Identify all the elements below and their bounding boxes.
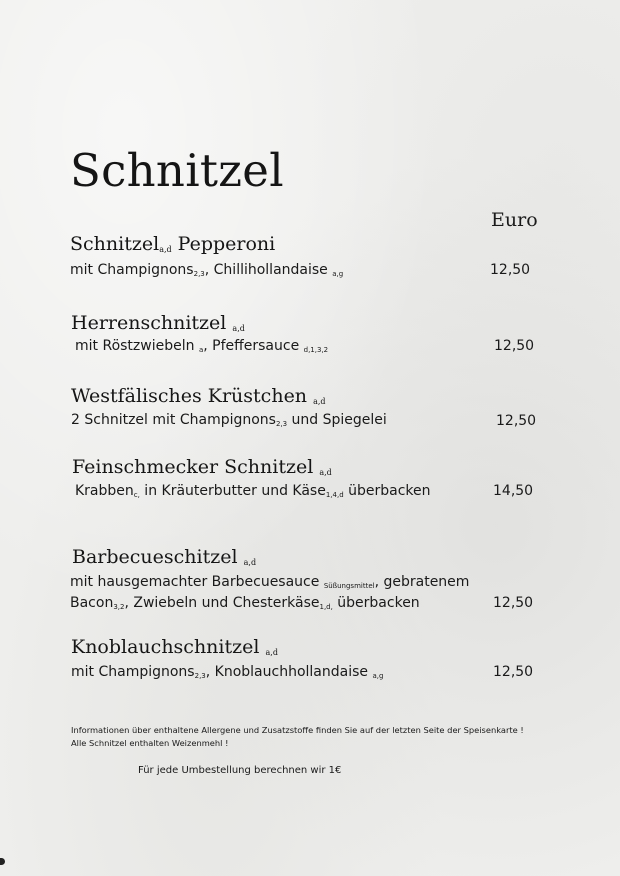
item-name: Barbecueschitzel $_{a,d}$	[72, 546, 257, 568]
item-price: 12,50	[493, 595, 534, 611]
item-description-line-2: Bacon$_{3,2}$, Zwiebeln und Chesterkäse$_{1,d,}$ überbacken	[70, 595, 420, 611]
item-description: mit hausgemachter Barbecuesauce $_{Süßungsmittel}$, gebratenem	[70, 574, 470, 590]
item-name: Westfälisches Krüstchen $_{a,d}$	[71, 385, 326, 407]
currency-label: Euro	[491, 209, 538, 231]
surcharge-note: Für jede Umbestellung berechnen wir 1€	[138, 765, 342, 776]
allergen-footnote: Informationen über enthaltene Allergene und Zusatzstoffe finden Sie auf der letzten Seite der Speisenkarte ! Alle Schnitzel enthalten Weizenmehl !	[71, 725, 524, 748]
item-price: 14,50	[493, 483, 534, 499]
item-description: Krabben$_{c,}$ in Kräuterbutter und Käse$_{1,4,d}$ überbacken	[75, 483, 431, 499]
item-description: mit Champignons$_{2,3}$, Knoblauchhollandaise $_{a,g}$	[71, 664, 384, 680]
item-name: Feinschmecker Schnitzel $_{a,d}$	[72, 456, 332, 478]
item-description: mit Röstzwiebeln $_a$, Pfeffersauce $_{d,1,3,2}$	[75, 338, 329, 354]
item-name: Knoblauchschnitzel $_{a,d}$	[71, 636, 278, 658]
item-price: 12,50	[493, 664, 534, 680]
item-name: Schnitzel$_{a,d}$ Pepperoni	[70, 233, 276, 255]
item-description: 2 Schnitzel mit Champignons$_{2,3}$ und Spiegelei	[71, 412, 387, 428]
item-description: mit Champignons$_{2,3}$, Chillihollandaise $_{a,g}$	[70, 262, 344, 278]
scan-edge-mark	[0, 858, 5, 865]
item-name: Herrenschnitzel $_{a,d}$	[71, 312, 245, 334]
menu-title: Schnitzel	[70, 144, 284, 197]
item-price: 12,50	[494, 338, 535, 354]
item-price: 12,50	[496, 413, 537, 429]
item-price: 12,50	[490, 262, 531, 278]
